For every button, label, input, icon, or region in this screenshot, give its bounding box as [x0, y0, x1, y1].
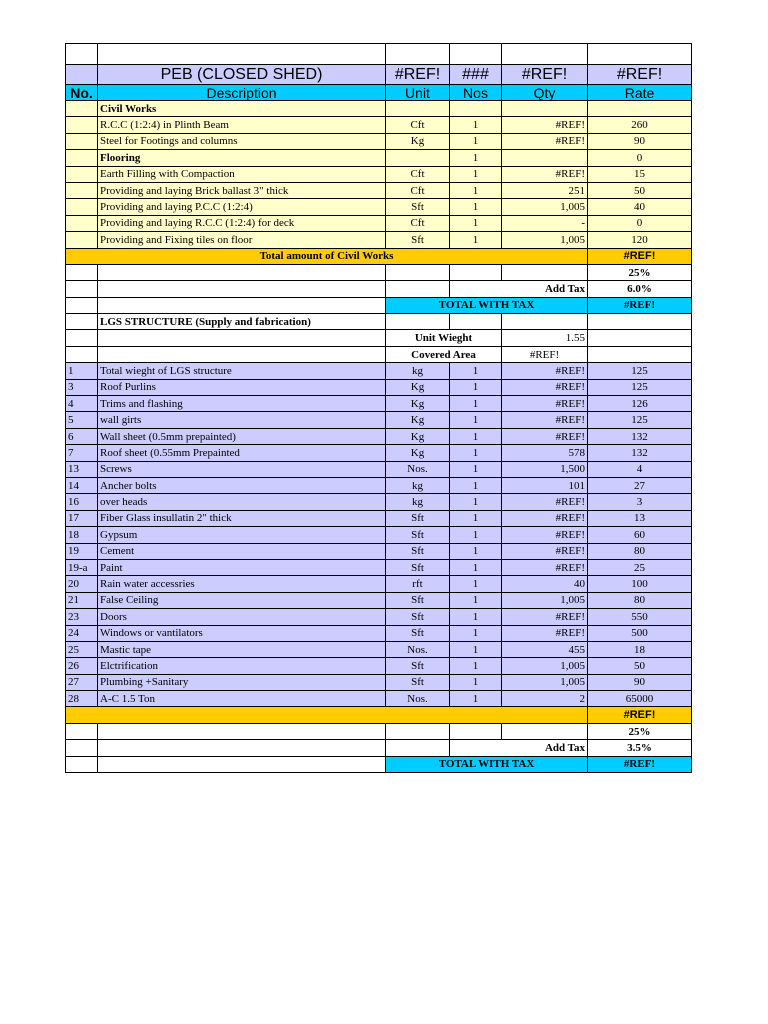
- item-nos[interactable]: 1: [450, 215, 502, 231]
- item-description[interactable]: over heads: [98, 494, 386, 510]
- table-row: [66, 199, 692, 215]
- civil-tax-row: [66, 281, 692, 297]
- ref-header-nos[interactable]: ###: [450, 65, 502, 85]
- item-nos[interactable]: 1: [450, 543, 502, 559]
- item-rate[interactable]: 65000: [588, 691, 692, 707]
- item-rate[interactable]: 0: [588, 215, 692, 231]
- cell[interactable]: [98, 264, 386, 280]
- item-rate[interactable]: 0: [588, 150, 692, 166]
- cell[interactable]: [386, 264, 450, 280]
- item-unit[interactable]: Sft: [386, 510, 450, 526]
- item-qty[interactable]: [502, 150, 588, 166]
- item-unit[interactable]: Kg: [386, 428, 450, 444]
- table-row: [66, 543, 692, 559]
- item-no[interactable]: 14: [66, 477, 98, 493]
- item-nos[interactable]: 1: [450, 510, 502, 526]
- item-unit[interactable]: Nos.: [386, 691, 450, 707]
- item-no[interactable]: 6: [66, 428, 98, 444]
- item-qty[interactable]: 251: [502, 182, 588, 198]
- ref-header-unit[interactable]: #REF!: [386, 65, 450, 85]
- item-qty[interactable]: 1,005: [502, 658, 588, 674]
- col-header-no[interactable]: No.: [66, 85, 98, 101]
- item-description[interactable]: Elctrification: [98, 658, 386, 674]
- item-qty[interactable]: #REF!: [502, 494, 588, 510]
- item-no[interactable]: 1: [66, 363, 98, 379]
- item-nos[interactable]: 1: [450, 412, 502, 428]
- cell[interactable]: [98, 281, 386, 297]
- item-qty[interactable]: #REF!: [502, 510, 588, 526]
- cell[interactable]: [98, 740, 386, 756]
- lgs-total-value[interactable]: #REF!: [588, 707, 692, 723]
- item-description[interactable]: Steel for Footings and columns: [98, 133, 386, 149]
- cell[interactable]: [66, 44, 98, 65]
- item-nos[interactable]: 1: [450, 379, 502, 395]
- item-nos[interactable]: 1: [450, 527, 502, 543]
- cell[interactable]: [588, 44, 692, 65]
- item-unit[interactable]: kg: [386, 494, 450, 510]
- cell[interactable]: [450, 101, 502, 117]
- table-row: [66, 445, 692, 461]
- civil-pct-row: [66, 264, 692, 280]
- cell[interactable]: [98, 756, 386, 772]
- lgs-total-with-tax-label[interactable]: TOTAL WITH TAX: [386, 756, 588, 772]
- unit-weight-row: [66, 330, 692, 346]
- item-no[interactable]: 27: [66, 674, 98, 690]
- item-rate[interactable]: 13: [588, 510, 692, 526]
- item-qty[interactable]: 1,500: [502, 461, 588, 477]
- item-rate[interactable]: 500: [588, 625, 692, 641]
- item-rate[interactable]: 260: [588, 117, 692, 133]
- item-unit[interactable]: Nos.: [386, 461, 450, 477]
- item-qty[interactable]: #REF!: [502, 117, 588, 133]
- table-row: [66, 576, 692, 592]
- unit-weight-value[interactable]: 1.55: [502, 330, 588, 346]
- cell[interactable]: [66, 740, 98, 756]
- item-nos[interactable]: 1: [450, 674, 502, 690]
- covered-area-label[interactable]: Covered Area: [386, 346, 502, 362]
- item-description[interactable]: Providing and laying P.C.C (1:2:4): [98, 199, 386, 215]
- item-qty[interactable]: #REF!: [502, 543, 588, 559]
- item-qty[interactable]: 2: [502, 691, 588, 707]
- col-header-rate[interactable]: Rate: [588, 85, 692, 101]
- table-row: [66, 477, 692, 493]
- item-no[interactable]: 5: [66, 412, 98, 428]
- table-row: [66, 461, 692, 477]
- item-unit[interactable]: Sft: [386, 559, 450, 575]
- item-description[interactable]: Trims and flashing: [98, 396, 386, 412]
- civil-pct-value[interactable]: 25%: [588, 264, 692, 280]
- item-qty[interactable]: 1,005: [502, 232, 588, 248]
- item-unit[interactable]: Sft: [386, 527, 450, 543]
- item-nos[interactable]: 1: [450, 641, 502, 657]
- item-qty[interactable]: 101: [502, 477, 588, 493]
- covered-area-value[interactable]: #REF!: [502, 346, 588, 362]
- cell[interactable]: [66, 314, 98, 330]
- cell[interactable]: [502, 44, 588, 65]
- item-nos[interactable]: 1: [450, 477, 502, 493]
- table-row: [66, 412, 692, 428]
- item-qty[interactable]: #REF!: [502, 363, 588, 379]
- table-row: [66, 379, 692, 395]
- item-no[interactable]: 21: [66, 592, 98, 608]
- lgs-add-tax-label[interactable]: Add Tax: [450, 740, 588, 756]
- civil-total-row: [66, 248, 692, 264]
- covered-area-row: [66, 346, 692, 362]
- table-row: [66, 625, 692, 641]
- cell[interactable]: [386, 723, 450, 739]
- item-unit[interactable]: Cft: [386, 117, 450, 133]
- item-unit[interactable]: Kg: [386, 133, 450, 149]
- cell[interactable]: [66, 756, 98, 772]
- item-nos[interactable]: 1: [450, 133, 502, 149]
- lgs-total-with-tax-row: [66, 756, 692, 772]
- title-row: [66, 65, 692, 85]
- item-description[interactable]: Providing and laying R.C.C (1:2:4) for deck: [98, 215, 386, 231]
- table-row: [66, 396, 692, 412]
- cell[interactable]: [502, 101, 588, 117]
- item-rate[interactable]: 125: [588, 412, 692, 428]
- ref-header-qty[interactable]: #REF!: [502, 65, 588, 85]
- item-qty[interactable]: #REF!: [502, 527, 588, 543]
- item-unit[interactable]: Kg: [386, 445, 450, 461]
- table-row: [66, 494, 692, 510]
- item-nos[interactable]: 1: [450, 396, 502, 412]
- item-no[interactable]: 19-a: [66, 559, 98, 575]
- item-nos[interactable]: 1: [450, 363, 502, 379]
- cost-sheet-table: [65, 43, 692, 773]
- lgs-total-row: [66, 707, 692, 723]
- cell[interactable]: [386, 740, 450, 756]
- table-row: [66, 150, 692, 166]
- item-description[interactable]: Cement: [98, 543, 386, 559]
- table-row: [66, 133, 692, 149]
- item-rate[interactable]: 90: [588, 674, 692, 690]
- item-unit[interactable]: [386, 150, 450, 166]
- item-rate[interactable]: 40: [588, 199, 692, 215]
- table-row: [66, 182, 692, 198]
- sheet-title[interactable]: PEB (CLOSED SHED): [98, 65, 386, 85]
- lgs-pct-row: [66, 723, 692, 739]
- item-no[interactable]: 19: [66, 543, 98, 559]
- item-rate[interactable]: 25: [588, 559, 692, 575]
- item-no[interactable]: 25: [66, 641, 98, 657]
- cell[interactable]: [66, 723, 98, 739]
- item-description[interactable]: A-C 1.5 Ton: [98, 691, 386, 707]
- item-description[interactable]: Earth Filling with Compaction: [98, 166, 386, 182]
- item-qty[interactable]: #REF!: [502, 428, 588, 444]
- item-unit[interactable]: Sft: [386, 199, 450, 215]
- item-no[interactable]: 13: [66, 461, 98, 477]
- item-description[interactable]: False Ceiling: [98, 592, 386, 608]
- item-nos[interactable]: 1: [450, 461, 502, 477]
- item-unit[interactable]: Sft: [386, 543, 450, 559]
- table-row: [66, 117, 692, 133]
- item-no[interactable]: 16: [66, 494, 98, 510]
- cell[interactable]: [588, 101, 692, 117]
- item-nos[interactable]: 1: [450, 150, 502, 166]
- item-rate[interactable]: 126: [588, 396, 692, 412]
- item-rate[interactable]: 132: [588, 428, 692, 444]
- item-description[interactable]: Paint: [98, 559, 386, 575]
- cell[interactable]: [386, 101, 450, 117]
- item-nos[interactable]: 1: [450, 182, 502, 198]
- ref-header-rate[interactable]: #REF!: [588, 65, 692, 85]
- cell[interactable]: [98, 346, 386, 362]
- item-nos[interactable]: 1: [450, 576, 502, 592]
- item-no[interactable]: 20: [66, 576, 98, 592]
- table-row: [66, 428, 692, 444]
- item-qty[interactable]: #REF!: [502, 133, 588, 149]
- item-unit[interactable]: Kg: [386, 412, 450, 428]
- item-no[interactable]: 3: [66, 379, 98, 395]
- cell[interactable]: [66, 101, 98, 117]
- civil-total-with-tax-value[interactable]: #REF!: [588, 297, 692, 313]
- item-qty[interactable]: #REF!: [502, 166, 588, 182]
- item-nos[interactable]: 1: [450, 625, 502, 641]
- item-unit[interactable]: Cft: [386, 215, 450, 231]
- item-no[interactable]: 28: [66, 691, 98, 707]
- item-unit[interactable]: Sft: [386, 609, 450, 625]
- item-description[interactable]: Ancher bolts: [98, 477, 386, 493]
- item-description[interactable]: Providing and Fixing tiles on floor: [98, 232, 386, 248]
- item-unit[interactable]: Sft: [386, 625, 450, 641]
- item-unit[interactable]: Cft: [386, 166, 450, 182]
- item-rate[interactable]: 60: [588, 527, 692, 543]
- cell[interactable]: [98, 330, 386, 346]
- cell[interactable]: [66, 264, 98, 280]
- item-unit[interactable]: Cft: [386, 182, 450, 198]
- item-no[interactable]: [66, 133, 98, 149]
- item-nos[interactable]: 1: [450, 232, 502, 248]
- item-rate[interactable]: 100: [588, 576, 692, 592]
- item-qty[interactable]: 1,005: [502, 199, 588, 215]
- column-header-row: [66, 85, 692, 101]
- item-unit[interactable]: Nos.: [386, 641, 450, 657]
- item-nos[interactable]: 1: [450, 199, 502, 215]
- lgs-section-title[interactable]: LGS STRUCTURE (Supply and fabrication): [98, 314, 386, 330]
- item-nos[interactable]: 1: [450, 609, 502, 625]
- item-no[interactable]: 24: [66, 625, 98, 641]
- table-row: [66, 232, 692, 248]
- sheet-body: [66, 44, 692, 773]
- item-description[interactable]: Mastic tape: [98, 641, 386, 657]
- civil-section-title[interactable]: Civil Works: [98, 101, 386, 117]
- lgs-tax-row: [66, 740, 692, 756]
- item-no[interactable]: [66, 117, 98, 133]
- cell[interactable]: [588, 330, 692, 346]
- cell[interactable]: [588, 314, 692, 330]
- item-nos[interactable]: 1: [450, 658, 502, 674]
- item-nos[interactable]: 1: [450, 691, 502, 707]
- cell[interactable]: [98, 723, 386, 739]
- item-nos[interactable]: 1: [450, 592, 502, 608]
- item-description[interactable]: Wall sheet (0.5mm prepainted): [98, 428, 386, 444]
- item-description[interactable]: wall girts: [98, 412, 386, 428]
- table-row: [66, 658, 692, 674]
- item-no[interactable]: 26: [66, 658, 98, 674]
- table-row: [66, 592, 692, 608]
- item-qty[interactable]: #REF!: [502, 609, 588, 625]
- item-no[interactable]: 4: [66, 396, 98, 412]
- item-description[interactable]: Screws: [98, 461, 386, 477]
- table-row: [66, 363, 692, 379]
- item-description[interactable]: Total wieght of LGS structure: [98, 363, 386, 379]
- item-unit[interactable]: Sft: [386, 674, 450, 690]
- lgs-section-row: [66, 314, 692, 330]
- item-qty[interactable]: -: [502, 215, 588, 231]
- item-description[interactable]: Roof Purlins: [98, 379, 386, 395]
- item-unit[interactable]: kg: [386, 363, 450, 379]
- item-nos[interactable]: 1: [450, 166, 502, 182]
- item-no[interactable]: [66, 150, 98, 166]
- item-rate[interactable]: 80: [588, 592, 692, 608]
- item-rate[interactable]: 50: [588, 658, 692, 674]
- item-description[interactable]: Flooring: [98, 150, 386, 166]
- col-header-unit[interactable]: Unit: [386, 85, 450, 101]
- item-no[interactable]: [66, 182, 98, 198]
- item-description[interactable]: Doors: [98, 609, 386, 625]
- item-rate[interactable]: 132: [588, 445, 692, 461]
- item-no[interactable]: 17: [66, 510, 98, 526]
- item-rate[interactable]: 15: [588, 166, 692, 182]
- item-rate[interactable]: 550: [588, 609, 692, 625]
- item-description[interactable]: Windows or vantilators: [98, 625, 386, 641]
- item-nos[interactable]: 1: [450, 559, 502, 575]
- item-unit[interactable]: kg: [386, 477, 450, 493]
- unit-weight-label[interactable]: Unit Wieght: [386, 330, 502, 346]
- cell[interactable]: [98, 297, 386, 313]
- civil-total-with-tax-label[interactable]: TOTAL WITH TAX: [386, 297, 588, 313]
- lgs-tax-pct[interactable]: 3.5%: [588, 740, 692, 756]
- item-qty[interactable]: 455: [502, 641, 588, 657]
- item-description[interactable]: Providing and laying Brick ballast 3" thick: [98, 182, 386, 198]
- item-no[interactable]: 23: [66, 609, 98, 625]
- civil-tax-pct[interactable]: 6.0%: [588, 281, 692, 297]
- item-rate[interactable]: 120: [588, 232, 692, 248]
- item-unit[interactable]: Sft: [386, 232, 450, 248]
- table-row: [66, 166, 692, 182]
- item-rate[interactable]: 4: [588, 461, 692, 477]
- item-qty[interactable]: #REF!: [502, 559, 588, 575]
- item-qty[interactable]: 578: [502, 445, 588, 461]
- table-row: [66, 674, 692, 690]
- lgs-pct-value[interactable]: 25%: [588, 723, 692, 739]
- table-row: [66, 559, 692, 575]
- item-unit[interactable]: rft: [386, 576, 450, 592]
- col-header-nos[interactable]: Nos: [450, 85, 502, 101]
- item-nos[interactable]: 1: [450, 428, 502, 444]
- item-unit[interactable]: Kg: [386, 379, 450, 395]
- cell[interactable]: [450, 723, 502, 739]
- item-qty[interactable]: 1,005: [502, 674, 588, 690]
- item-description[interactable]: Rain water accessries: [98, 576, 386, 592]
- item-rate[interactable]: 80: [588, 543, 692, 559]
- item-qty[interactable]: #REF!: [502, 396, 588, 412]
- col-header-description[interactable]: Description: [98, 85, 386, 101]
- item-no[interactable]: [66, 232, 98, 248]
- item-description[interactable]: R.C.C (1:2:4) in Plinth Beam: [98, 117, 386, 133]
- item-nos[interactable]: 1: [450, 445, 502, 461]
- item-description[interactable]: Plumbing +Sanitary: [98, 674, 386, 690]
- cell[interactable]: [386, 281, 450, 297]
- cell[interactable]: [66, 65, 98, 85]
- item-qty[interactable]: 40: [502, 576, 588, 592]
- item-rate[interactable]: 90: [588, 133, 692, 149]
- table-row: [66, 215, 692, 231]
- item-no[interactable]: [66, 166, 98, 182]
- item-rate[interactable]: 125: [588, 363, 692, 379]
- cell[interactable]: [450, 264, 502, 280]
- table-row: [66, 609, 692, 625]
- item-no[interactable]: 7: [66, 445, 98, 461]
- table-row: [66, 641, 692, 657]
- cell[interactable]: [588, 346, 692, 362]
- cell[interactable]: [386, 314, 450, 330]
- item-unit[interactable]: Kg: [386, 396, 450, 412]
- item-no[interactable]: [66, 199, 98, 215]
- lgs-total-with-tax-value[interactable]: #REF!: [588, 756, 692, 772]
- cell[interactable]: [450, 44, 502, 65]
- cell[interactable]: [66, 281, 98, 297]
- item-description[interactable]: Roof sheet (0.55mm Prepainted: [98, 445, 386, 461]
- item-qty[interactable]: #REF!: [502, 379, 588, 395]
- civil-add-tax-label[interactable]: Add Tax: [450, 281, 588, 297]
- table-row: [66, 691, 692, 707]
- table-row: [66, 527, 692, 543]
- item-unit[interactable]: Sft: [386, 658, 450, 674]
- cell[interactable]: [66, 330, 98, 346]
- item-description[interactable]: Gypsum: [98, 527, 386, 543]
- cell[interactable]: [502, 314, 588, 330]
- col-header-qty[interactable]: Qty: [502, 85, 588, 101]
- civil-total-with-tax-row: [66, 297, 692, 313]
- item-rate[interactable]: 27: [588, 477, 692, 493]
- civil-total-value[interactable]: #REF!: [588, 248, 692, 264]
- civil-section-row: [66, 101, 692, 117]
- cell[interactable]: [450, 314, 502, 330]
- cell[interactable]: [66, 297, 98, 313]
- item-nos[interactable]: 1: [450, 494, 502, 510]
- item-qty[interactable]: #REF!: [502, 625, 588, 641]
- cell[interactable]: [66, 707, 588, 723]
- item-rate[interactable]: 125: [588, 379, 692, 395]
- item-qty[interactable]: 1,005: [502, 592, 588, 608]
- cell[interactable]: [98, 44, 386, 65]
- item-unit[interactable]: Sft: [386, 592, 450, 608]
- item-rate[interactable]: 18: [588, 641, 692, 657]
- item-no[interactable]: 18: [66, 527, 98, 543]
- cell[interactable]: [386, 44, 450, 65]
- item-qty[interactable]: #REF!: [502, 412, 588, 428]
- cell[interactable]: [502, 264, 588, 280]
- item-no[interactable]: [66, 215, 98, 231]
- item-description[interactable]: Fiber Glass insullatin 2" thick: [98, 510, 386, 526]
- item-nos[interactable]: 1: [450, 117, 502, 133]
- cell[interactable]: [502, 723, 588, 739]
- civil-total-label[interactable]: Total amount of Civil Works: [66, 248, 588, 264]
- table-row: [66, 510, 692, 526]
- item-rate[interactable]: 3: [588, 494, 692, 510]
- item-rate[interactable]: 50: [588, 182, 692, 198]
- cell[interactable]: [66, 346, 98, 362]
- blank-top-row: [66, 44, 692, 65]
